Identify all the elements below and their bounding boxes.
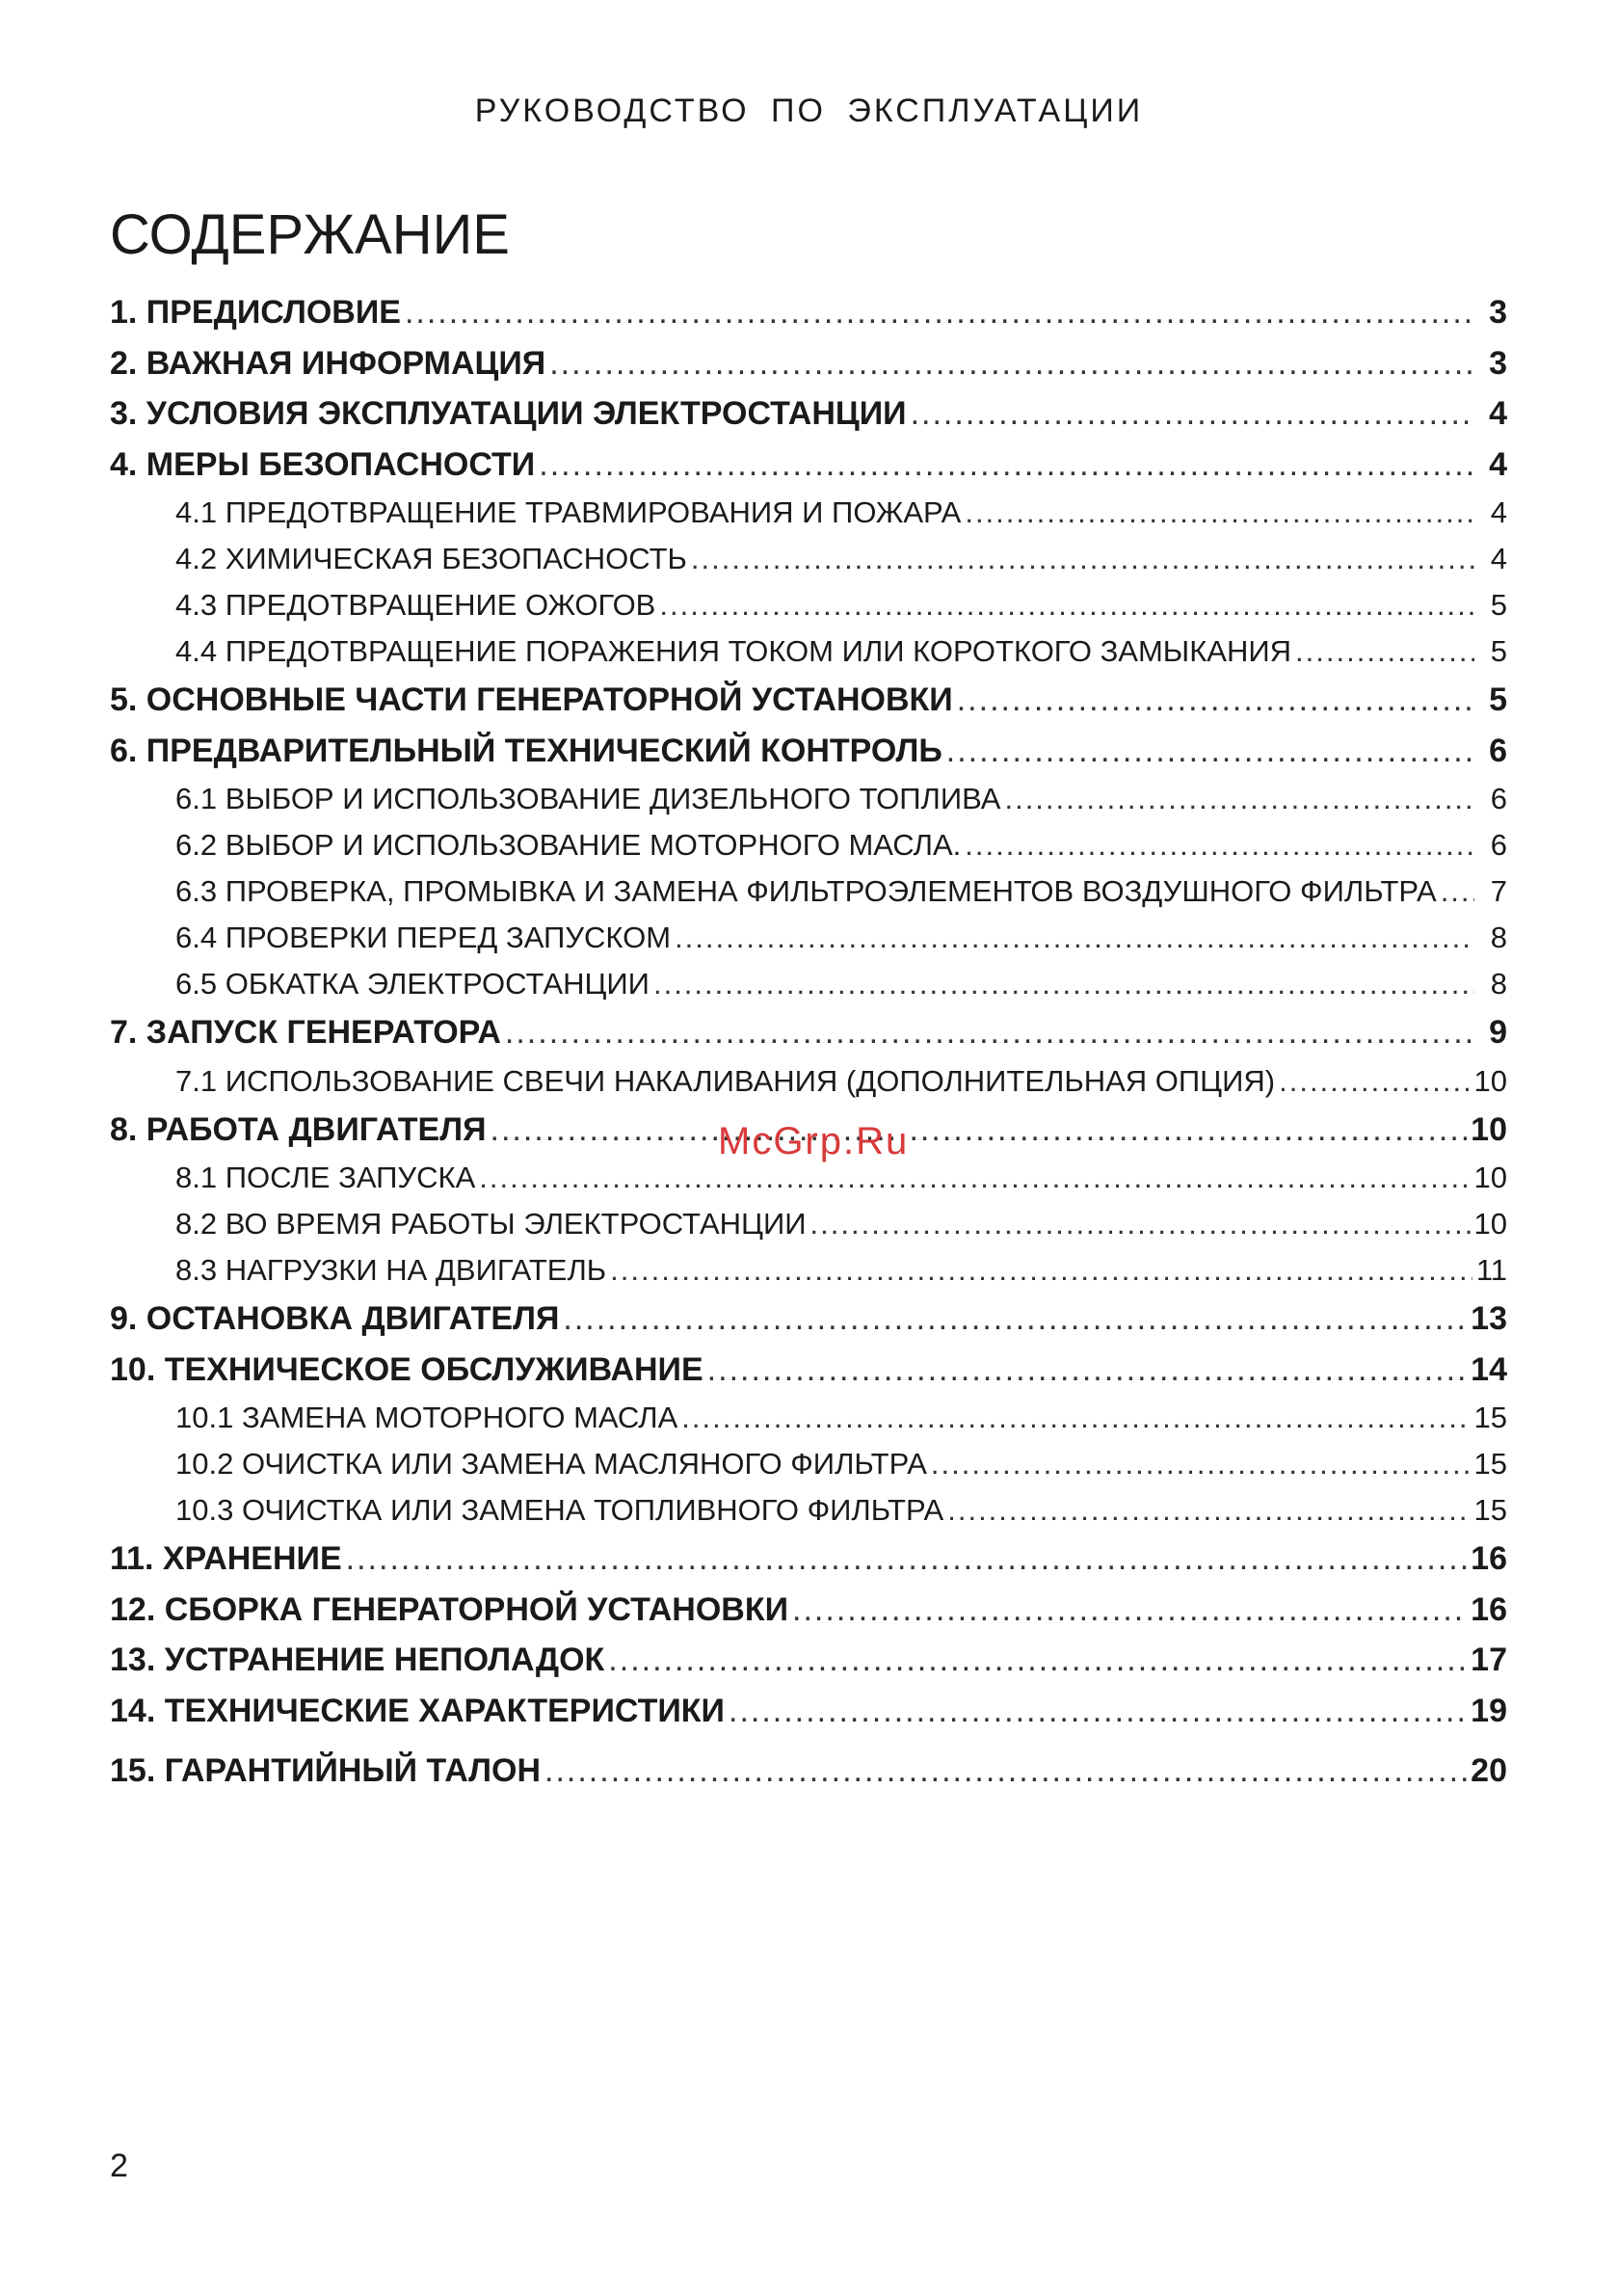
toc-entry-page: 15 xyxy=(1473,1447,1507,1481)
toc-entry-label: 6.4 ПРОВЕРКИ ПЕРЕД ЗАПУСКОМ xyxy=(175,921,672,954)
toc-entry-page: 8 xyxy=(1490,967,1507,1001)
toc-dot-leader xyxy=(911,388,1474,440)
toc-dot-leader xyxy=(544,1746,1467,1797)
toc-entry-page: 6 xyxy=(1489,732,1507,769)
toc-entry-label: 10.1 ЗАМЕНА МОТОРНОГО МАСЛА xyxy=(175,1401,678,1434)
toc-dot-leader xyxy=(729,1686,1467,1737)
toc-entry-label: 15. ГАРАНТИЙНЫЙ ТАЛОН xyxy=(110,1752,542,1789)
toc-dot-leader xyxy=(405,287,1474,338)
toc-dot-leader xyxy=(707,1345,1468,1396)
toc-entry-label: 6.2 ВЫБОР И ИСПОЛЬЗОВАНИЕ МОТОРНОГО МАСЛА. xyxy=(175,828,962,862)
toc-entry-label: 13. УСТРАНЕНИЕ НЕПОЛАДОК xyxy=(110,1642,605,1678)
toc-entry-label: 2. ВАЖНАЯ ИНФОРМАЦИЯ xyxy=(110,344,546,382)
toc-entry-label: 1. ПРЕДИСЛОВИЕ xyxy=(110,294,401,331)
toc-entry-label: 10. ТЕХНИЧЕСКОЕ ОБСЛУЖИВАНИЕ xyxy=(110,1350,703,1388)
toc-entry[interactable] xyxy=(110,388,1507,440)
toc-entry-page: 4 xyxy=(1490,495,1507,529)
toc-entry-label: 8. РАБОТА ДВИГАТЕЛЯ xyxy=(110,1110,487,1148)
toc-entry-label: 4. МЕРЫ БЕЗОПАСНОСТИ xyxy=(110,445,536,483)
toc-entry-label: 5. ОСНОВНЫЕ ЧАСТИ ГЕНЕРАТОРНОЙ УСТАНОВКИ xyxy=(110,681,953,718)
toc-subentry[interactable] xyxy=(110,582,1507,628)
toc-entry-page: 6 xyxy=(1490,828,1507,862)
toc-entry-label: 11. ХРАНЕНИЕ xyxy=(110,1540,342,1577)
toc-entry-page: 4 xyxy=(1490,542,1507,575)
toc-entry[interactable] xyxy=(110,440,1507,491)
toc-entry[interactable] xyxy=(110,1746,1507,1797)
toc-entry-label: 12. СБОРКА ГЕНЕРАТОРНОЙ УСТАНОВКИ xyxy=(110,1590,789,1628)
toc-entry-label: 6.3 ПРОВЕРКА, ПРОМЫВКА И ЗАМЕНА ФИЛЬТРОЭЛЕМЕНТОВ ВОЗДУШНОГО ФИЛЬТРА xyxy=(175,874,1437,908)
toc-dot-leader xyxy=(957,675,1474,726)
toc-dot-leader xyxy=(549,338,1474,389)
toc-dot-leader xyxy=(675,915,1474,961)
toc-entry[interactable] xyxy=(110,675,1507,726)
toc-entry[interactable] xyxy=(110,338,1507,389)
toc-subentry[interactable] xyxy=(110,1247,1507,1294)
toc-subentry[interactable] xyxy=(110,961,1507,1007)
toc-entry-page: 10 xyxy=(1471,1110,1507,1148)
toc-entry-label: 7.1 ИСПОЛЬЗОВАНИЕ СВЕЧИ НАКАЛИВАНИЯ (ДОПОЛНИТЕЛЬНАЯ ОПЦИЯ) xyxy=(175,1063,1276,1098)
toc-entry-page: 6 xyxy=(1490,782,1507,815)
toc-subentry[interactable] xyxy=(110,1058,1507,1105)
toc-entry[interactable] xyxy=(110,1686,1507,1737)
toc-entry[interactable] xyxy=(110,726,1507,777)
toc-dot-leader xyxy=(659,582,1474,628)
toc-entry[interactable] xyxy=(110,1294,1507,1345)
toc-dot-leader xyxy=(610,1247,1472,1294)
toc-entry-label: 9. ОСТАНОВКА ДВИГАТЕЛЯ xyxy=(110,1300,560,1337)
toc-dot-leader xyxy=(479,1155,1470,1201)
toc-entry-page: 5 xyxy=(1489,681,1507,718)
toc-subentry[interactable] xyxy=(110,1201,1507,1247)
toc-entry-page: 19 xyxy=(1471,1692,1507,1729)
toc-entry[interactable] xyxy=(110,1635,1507,1686)
toc-entry-page: 3 xyxy=(1489,294,1507,331)
toc-entry-page: 15 xyxy=(1473,1401,1507,1434)
toc-entry-label: 7. ЗАПУСК ГЕНЕРАТОРА xyxy=(110,1014,501,1051)
toc-subentry[interactable] xyxy=(110,1487,1507,1534)
toc-dot-leader xyxy=(810,1201,1471,1247)
toc-entry-page: 14 xyxy=(1471,1350,1507,1388)
toc-subentry[interactable] xyxy=(110,628,1507,675)
toc-dot-leader xyxy=(965,822,1474,868)
toc-entry-page: 3 xyxy=(1489,344,1507,382)
toc-entry-page: 5 xyxy=(1490,634,1507,668)
toc-dot-leader xyxy=(491,1105,1468,1156)
running-header: РУКОВОДСТВО ПО ЭКСПЛУАТАЦИИ xyxy=(474,93,1144,129)
toc-entry-label: 6.5 ОБКАТКА ЭЛЕКТРОСТАНЦИИ xyxy=(175,967,650,1001)
toc-dot-leader xyxy=(947,1487,1470,1534)
toc-subentry[interactable] xyxy=(110,1395,1507,1441)
toc-entry[interactable] xyxy=(110,1585,1507,1636)
toc-dot-leader xyxy=(346,1534,1468,1585)
toc-entry-page: 9 xyxy=(1489,1014,1507,1051)
toc-entry-page: 13 xyxy=(1471,1300,1507,1337)
toc-entry-page: 4 xyxy=(1489,395,1507,432)
toc-entry-page: 4 xyxy=(1489,445,1507,483)
toc-entry-label: 8.1 ПОСЛЕ ЗАПУСКА xyxy=(175,1161,476,1194)
toc-subentry[interactable] xyxy=(110,915,1507,961)
toc-subentry[interactable] xyxy=(110,868,1507,915)
toc-subentry[interactable] xyxy=(110,1441,1507,1487)
toc-subentry[interactable] xyxy=(110,776,1507,822)
toc-subentry[interactable] xyxy=(110,536,1507,582)
toc-subentry[interactable] xyxy=(110,822,1507,868)
toc-entry-label: 8.2 ВО ВРЕМЯ РАБОТЫ ЭЛЕКТРОСТАНЦИИ xyxy=(175,1207,807,1241)
toc-dot-leader xyxy=(1279,1058,1470,1105)
toc-entry-page: 16 xyxy=(1471,1590,1507,1628)
toc-entry-label: 14. ТЕХНИЧЕСКИЕ ХАРАКТЕРИСТИКИ xyxy=(110,1692,725,1729)
toc-entry-page: 10 xyxy=(1473,1161,1507,1194)
watermark-text: McGrp.Ru xyxy=(718,1120,910,1162)
toc-entry-page: 11 xyxy=(1475,1253,1507,1287)
toc-dot-leader xyxy=(931,1441,1471,1487)
toc-entry-page: 16 xyxy=(1471,1540,1507,1577)
toc-dot-leader xyxy=(1295,628,1474,675)
toc-dot-leader xyxy=(792,1585,1467,1636)
toc-dot-leader xyxy=(505,1007,1474,1058)
toc-entry-page: 17 xyxy=(1471,1642,1507,1678)
toc-entry-page: 15 xyxy=(1473,1493,1507,1527)
toc-entry-label: 6. ПРЕДВАРИТЕЛЬНЫЙ ТЕХНИЧЕСКИЙ КОНТРОЛЬ xyxy=(110,732,942,769)
toc-entry-label: 4.4 ПРЕДОТВРАЩЕНИЕ ПОРАЖЕНИЯ ТОКОМ ИЛИ КОРОТКОГО ЗАМЫКАНИЯ xyxy=(175,634,1292,668)
toc-entry-label: 4.3 ПРЕДОТВРАЩЕНИЕ ОЖОГОВ xyxy=(175,588,656,622)
toc-entry-page: 20 xyxy=(1471,1752,1507,1789)
toc-entry-label: 10.2 ОЧИСТКА ИЛИ ЗАМЕНА МАСЛЯНОГО ФИЛЬТРА xyxy=(175,1447,927,1481)
toc-entry-label: 4.1 ПРЕДОТВРАЩЕНИЕ ТРАВМИРОВАНИЯ И ПОЖАРА xyxy=(175,495,962,529)
toc-entry-label: 4.2 ХИМИЧЕСКАЯ БЕЗОПАСНОСТЬ xyxy=(175,542,687,575)
toc-entry-page: 10 xyxy=(1473,1207,1507,1241)
toc-entry[interactable] xyxy=(110,1534,1507,1585)
page-title: СОДЕРЖАНИЕ xyxy=(110,203,510,266)
toc-entry[interactable] xyxy=(110,1007,1507,1058)
toc-entry[interactable] xyxy=(110,287,1507,338)
toc-entry-label: 3. УСЛОВИЯ ЭКСПЛУАТАЦИИ ЭЛЕКТРОСТАНЦИИ xyxy=(110,395,907,432)
toc-dot-leader xyxy=(681,1395,1470,1441)
toc-subentry[interactable] xyxy=(110,490,1507,536)
toc-dot-leader xyxy=(691,536,1474,582)
toc-dot-leader xyxy=(653,961,1474,1007)
toc-entry-label: 10.3 ОЧИСТКА ИЛИ ЗАМЕНА ТОПЛИВНОГО ФИЛЬТРА xyxy=(175,1493,944,1527)
toc-entry-page: 7 xyxy=(1490,874,1507,908)
toc-dot-leader xyxy=(1004,776,1474,822)
page-number: 2 xyxy=(110,2148,128,2184)
toc-entry-page: 10 xyxy=(1473,1063,1507,1098)
toc-entry-page: 8 xyxy=(1490,921,1507,954)
toc-entry-page: 5 xyxy=(1490,588,1507,622)
toc-entry[interactable] xyxy=(110,1345,1507,1396)
table-of-contents xyxy=(110,287,1507,1797)
toc-dot-leader xyxy=(563,1294,1467,1345)
toc-dot-leader xyxy=(608,1635,1467,1686)
toc-dot-leader xyxy=(965,490,1474,536)
toc-entry-label: 6.1 ВЫБОР И ИСПОЛЬЗОВАНИЕ ДИЗЕЛЬНОГО ТОПЛИВА xyxy=(175,782,1001,815)
toc-entry-label: 8.3 НАГРУЗКИ НА ДВИГАТЕЛЬ xyxy=(175,1253,607,1287)
toc-dot-leader xyxy=(946,726,1474,777)
toc-dot-leader xyxy=(539,440,1474,491)
toc-dot-leader xyxy=(1441,868,1474,915)
